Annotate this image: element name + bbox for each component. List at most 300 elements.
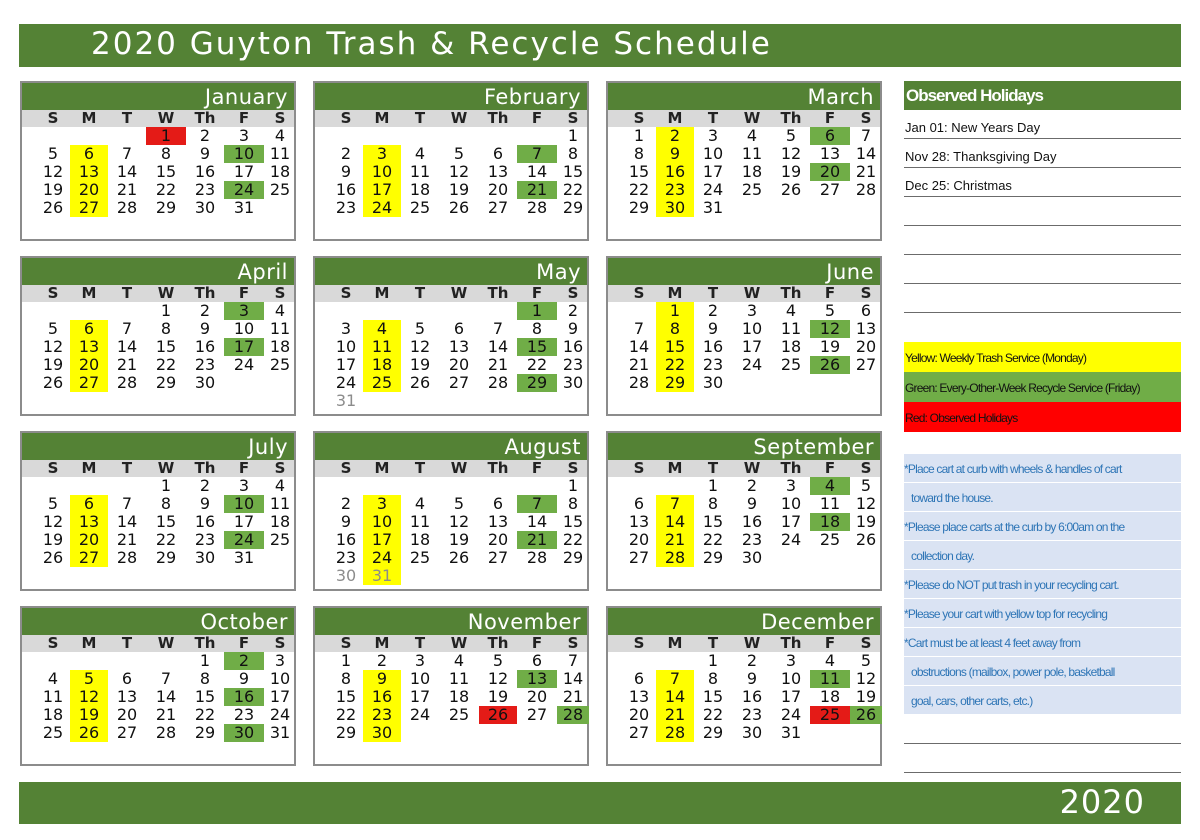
empty-cell	[850, 724, 882, 742]
day-cell: 28	[656, 724, 694, 742]
day-cell: 25	[42, 723, 64, 742]
day-cell: 10	[335, 337, 357, 356]
empty-cell	[557, 567, 589, 585]
weekday-header-row	[22, 285, 294, 302]
day-cell: 30	[702, 373, 724, 392]
day-cell: 2	[199, 301, 211, 320]
day-cell: 8	[160, 319, 172, 338]
day-cell: 6	[70, 145, 108, 163]
day-cell: 22	[628, 180, 650, 199]
day-cell: 2	[340, 144, 352, 163]
day-cell: 14	[562, 669, 584, 688]
week-row	[22, 513, 294, 531]
day-cell: 16	[741, 687, 763, 706]
week-row	[22, 652, 294, 670]
day-cell: 22	[702, 530, 724, 549]
day-cell: 22	[562, 530, 584, 549]
month-july	[20, 431, 296, 591]
weekday-label: W	[450, 109, 468, 127]
weekday-label: Th	[194, 109, 216, 127]
day-cell: 1	[160, 476, 172, 495]
day-cell: 20	[70, 356, 108, 374]
blank-line	[904, 715, 1181, 744]
week-row	[315, 531, 587, 549]
weekday-label: S	[567, 634, 579, 652]
day-cell: 23	[741, 530, 763, 549]
empty-cell	[401, 567, 439, 585]
weekday-label: Th	[487, 459, 509, 477]
day-cell: 11	[42, 687, 64, 706]
day-cell: 14	[155, 687, 177, 706]
weekday-label: Th	[780, 284, 802, 302]
day-cell: 8	[567, 144, 579, 163]
legend-recycle: Green: Every-Other-Week Recycle Service (Friday)	[904, 372, 1181, 402]
week-row	[608, 549, 880, 567]
day-cell: 15	[562, 162, 584, 181]
day-cell: 24	[780, 530, 802, 549]
day-cell: 16	[194, 162, 216, 181]
day-cell: 20	[70, 181, 108, 199]
day-cell: 5	[47, 144, 59, 163]
day-cell: 16	[194, 512, 216, 531]
day-cell: 2	[567, 301, 579, 320]
week-row	[315, 127, 587, 145]
weekday-label: Th	[780, 459, 802, 477]
day-cell: 11	[409, 512, 431, 531]
day-cell: 1	[567, 476, 579, 495]
weekday-label: M	[667, 459, 683, 477]
weekday-label: S	[860, 109, 872, 127]
week-row	[608, 338, 880, 356]
empty-cell	[363, 392, 401, 410]
weekday-label: M	[667, 109, 683, 127]
weekday-header-row	[608, 460, 880, 477]
day-cell: 6	[633, 669, 645, 688]
day-cell: 18	[42, 705, 64, 724]
day-cell: 13	[70, 338, 108, 356]
day-cell: 15	[702, 512, 724, 531]
day-cell: 6	[121, 669, 133, 688]
empty-cell	[401, 127, 439, 145]
weekday-label: S	[567, 109, 579, 127]
weekday-label: S	[567, 284, 579, 302]
empty-cell	[224, 374, 264, 392]
day-cell: 19	[70, 706, 108, 724]
week-row	[608, 320, 880, 338]
empty-cell	[70, 652, 108, 670]
weekday-label: M	[81, 109, 97, 127]
day-cell: 12	[42, 162, 64, 181]
day-cell: 25	[269, 180, 291, 199]
week-row	[608, 356, 880, 374]
day-cell: 29	[562, 198, 584, 217]
empty-cell	[363, 477, 401, 495]
empty-cell	[557, 392, 589, 410]
day-cell: 2	[746, 651, 758, 670]
day-cell: 24	[224, 531, 264, 549]
day-cell: 29	[155, 548, 177, 567]
empty-cell	[108, 652, 146, 670]
day-cell: 18	[269, 337, 291, 356]
day-cell: 2	[746, 476, 758, 495]
weekday-label: S	[340, 634, 352, 652]
day-cell: 23	[562, 355, 584, 374]
week-row	[315, 302, 587, 320]
month-december	[606, 606, 882, 766]
day-cell: 25	[363, 374, 401, 392]
weekday-label: T	[707, 459, 719, 477]
holiday-item: Nov 28: Thanksgiving Day	[904, 139, 1181, 168]
day-cell: 4	[274, 476, 286, 495]
day-cell: 12	[855, 494, 877, 513]
empty-cell	[557, 724, 589, 742]
weekday-label: T	[414, 284, 426, 302]
weekday-label: F	[824, 459, 836, 477]
day-cell: 21	[656, 706, 694, 724]
weekday-label: T	[121, 634, 133, 652]
empty-cell	[70, 477, 108, 495]
weekday-header-row	[608, 635, 880, 652]
day-cell: 16	[224, 688, 264, 706]
day-cell: 24	[780, 705, 802, 724]
day-cell: 4	[414, 494, 426, 513]
note-line: goal, cars, other carts, etc.)	[904, 686, 1181, 715]
day-cell: 4	[274, 301, 286, 320]
weekday-label: T	[121, 284, 133, 302]
weekday-label: W	[157, 634, 175, 652]
day-cell: 26	[780, 180, 802, 199]
day-cell: 12	[42, 337, 64, 356]
month-may	[313, 256, 589, 416]
day-cell: 5	[453, 144, 465, 163]
holiday-item	[904, 197, 1181, 226]
day-cell: 13	[628, 687, 650, 706]
day-cell: 10	[780, 669, 802, 688]
day-cell: 11	[741, 144, 763, 163]
day-cell: 12	[409, 337, 431, 356]
weekday-label: W	[743, 459, 761, 477]
weekday-label: S	[274, 459, 286, 477]
weekday-label: F	[824, 634, 836, 652]
day-cell: 23	[335, 548, 357, 567]
day-cell: 6	[492, 494, 504, 513]
day-cell: 14	[656, 688, 694, 706]
empty-cell	[70, 302, 108, 320]
day-cell: 22	[526, 355, 548, 374]
weekday-label: M	[374, 284, 390, 302]
week-row	[315, 495, 587, 513]
day-cell: 28	[487, 373, 509, 392]
day-cell: 18	[363, 356, 401, 374]
day-cell: 7	[517, 145, 557, 163]
day-cell: 4	[810, 477, 850, 495]
week-row	[608, 163, 880, 181]
weekday-label: S	[47, 459, 59, 477]
day-cell: 28	[557, 706, 589, 724]
weekday-label: Th	[194, 284, 216, 302]
day-cell: 10	[409, 669, 431, 688]
weekday-label: M	[81, 459, 97, 477]
week-row	[608, 531, 880, 549]
week-row	[315, 320, 587, 338]
week-row	[315, 374, 587, 392]
day-cell: 27	[448, 373, 470, 392]
day-cell: 3	[238, 126, 250, 145]
week-row	[315, 724, 587, 742]
day-cell: 15	[562, 512, 584, 531]
day-cell: 26	[448, 198, 470, 217]
day-cell: 9	[238, 669, 250, 688]
weekday-label: F	[531, 459, 543, 477]
empty-cell	[439, 302, 479, 320]
day-cell: 14	[526, 162, 548, 181]
day-cell: 8	[567, 494, 579, 513]
day-cell: 31	[780, 723, 802, 742]
day-cell: 11	[269, 494, 291, 513]
day-cell: 29	[628, 198, 650, 217]
month-june	[606, 256, 882, 416]
weekday-header-row	[315, 635, 587, 652]
day-cell: 22	[155, 530, 177, 549]
day-cell: 9	[656, 145, 694, 163]
day-cell: 27	[628, 548, 650, 567]
day-cell: 10	[741, 319, 763, 338]
week-row	[315, 356, 587, 374]
day-cell: 24	[702, 180, 724, 199]
weekday-label: S	[274, 284, 286, 302]
day-cell: 16	[335, 180, 357, 199]
empty-cell	[439, 724, 479, 742]
day-cell: 26	[42, 373, 64, 392]
weekday-header-row	[315, 285, 587, 302]
day-cell: 26	[850, 706, 882, 724]
day-cell: 12	[780, 144, 802, 163]
empty-cell	[329, 477, 363, 495]
empty-cell	[479, 302, 517, 320]
day-cell: 2	[376, 651, 388, 670]
day-cell: 25	[780, 355, 802, 374]
day-cell: 15	[656, 338, 694, 356]
day-cell: 8	[707, 669, 719, 688]
day-cell: 20	[487, 180, 509, 199]
day-cell: 21	[116, 180, 138, 199]
month-name: October	[22, 608, 294, 635]
day-cell: 27	[526, 705, 548, 724]
day-cell: 17	[224, 338, 264, 356]
day-cell: 23	[702, 355, 724, 374]
day-cell: 16	[562, 337, 584, 356]
week-row	[22, 181, 294, 199]
empty-cell	[517, 567, 557, 585]
day-cell: 15	[517, 338, 557, 356]
day-cell: 13	[819, 144, 841, 163]
weekday-label: F	[238, 459, 250, 477]
day-cell: 4	[453, 651, 465, 670]
day-cell: 14	[116, 512, 138, 531]
day-cell: 22	[656, 356, 694, 374]
day-cell: 15	[702, 687, 724, 706]
day-cell: 7	[121, 494, 133, 513]
empty-cell	[656, 477, 694, 495]
day-cell: 14	[628, 337, 650, 356]
weekday-label: S	[860, 459, 872, 477]
day-cell: 14	[656, 513, 694, 531]
day-cell: 21	[487, 355, 509, 374]
empty-cell	[810, 549, 850, 567]
day-cell: 2	[199, 126, 211, 145]
day-cell: 3	[414, 651, 426, 670]
weekday-label: S	[47, 284, 59, 302]
day-cell: 19	[42, 530, 64, 549]
week-row	[608, 181, 880, 199]
day-cell: 22	[155, 180, 177, 199]
month-name: July	[22, 433, 294, 460]
day-cell: 10	[780, 494, 802, 513]
week-row	[315, 688, 587, 706]
week-row	[22, 199, 294, 217]
weekday-label: F	[531, 284, 543, 302]
weekday-label: T	[121, 459, 133, 477]
legend-holiday: Red: Observed Holidays	[904, 402, 1181, 432]
empty-cell	[479, 392, 517, 410]
day-cell: 5	[453, 494, 465, 513]
weekday-label: Th	[194, 634, 216, 652]
day-cell: 13	[517, 670, 557, 688]
day-cell: 10	[269, 669, 291, 688]
week-row	[315, 392, 587, 410]
week-row	[608, 513, 880, 531]
weekday-label: W	[743, 634, 761, 652]
week-row	[315, 567, 587, 585]
weekday-label: F	[531, 634, 543, 652]
blank-line	[904, 744, 1181, 773]
day-cell: 2	[340, 494, 352, 513]
day-cell: 6	[860, 301, 872, 320]
week-row	[22, 356, 294, 374]
weekday-label: S	[633, 634, 645, 652]
weekday-label: F	[238, 634, 250, 652]
week-row	[608, 688, 880, 706]
empty-cell	[810, 199, 850, 217]
month-february	[313, 81, 589, 241]
day-cell: 3	[707, 126, 719, 145]
empty-cell	[810, 374, 850, 392]
day-cell: 9	[340, 162, 352, 181]
day-cell: 6	[70, 320, 108, 338]
empty-cell	[108, 477, 146, 495]
day-cell: 19	[448, 180, 470, 199]
day-cell: 27	[819, 180, 841, 199]
day-cell: 21	[116, 355, 138, 374]
weekday-label: W	[157, 109, 175, 127]
day-cell: 23	[363, 706, 401, 724]
page-title: 2020 Guyton Trash & Recycle Schedule	[91, 26, 772, 62]
day-cell: 30	[741, 723, 763, 742]
day-cell: 21	[155, 705, 177, 724]
week-row	[608, 495, 880, 513]
day-cell: 18	[448, 687, 470, 706]
day-cell: 6	[633, 494, 645, 513]
day-cell: 11	[819, 494, 841, 513]
day-cell: 20	[487, 530, 509, 549]
day-cell: 1	[146, 127, 186, 145]
day-cell: 20	[448, 355, 470, 374]
week-row	[608, 374, 880, 392]
day-cell: 1	[340, 651, 352, 670]
day-cell: 22	[702, 705, 724, 724]
weekday-header-row	[608, 110, 880, 127]
day-cell: 28	[656, 549, 694, 567]
day-cell: 8	[656, 320, 694, 338]
day-cell: 6	[492, 144, 504, 163]
weekday-header-row	[22, 635, 294, 652]
day-cell: 5	[860, 651, 872, 670]
week-row	[22, 549, 294, 567]
day-cell: 10	[233, 319, 255, 338]
day-cell: 8	[160, 144, 172, 163]
weekday-label: Th	[487, 634, 509, 652]
day-cell: 4	[363, 320, 401, 338]
weekday-label: W	[743, 109, 761, 127]
empty-cell	[401, 724, 439, 742]
day-cell: 2	[656, 127, 694, 145]
week-row	[22, 127, 294, 145]
month-name: November	[315, 608, 587, 635]
weekday-label: Th	[487, 284, 509, 302]
day-cell: 18	[409, 180, 431, 199]
day-cell: 4	[274, 126, 286, 145]
day-cell: 1	[656, 302, 694, 320]
day-cell: 24	[363, 199, 401, 217]
holidays-list	[904, 110, 1181, 313]
day-cell: 25	[269, 355, 291, 374]
weekday-label: F	[824, 284, 836, 302]
day-cell: 26	[409, 373, 431, 392]
empty-cell	[850, 199, 882, 217]
weekday-label: W	[157, 459, 175, 477]
day-cell: 17	[702, 162, 724, 181]
day-cell: 6	[70, 495, 108, 513]
day-cell: 17	[233, 512, 255, 531]
day-cell: 11	[269, 144, 291, 163]
weekday-label: S	[274, 109, 286, 127]
weekday-label: T	[414, 459, 426, 477]
weekday-label: T	[707, 284, 719, 302]
day-cell: 16	[363, 688, 401, 706]
day-cell: 2	[707, 301, 719, 320]
day-cell: 28	[116, 548, 138, 567]
day-cell: 16	[741, 512, 763, 531]
note-line: toward the house.	[904, 483, 1181, 512]
holidays-header: Observed Holidays	[904, 81, 1181, 110]
weekday-label: W	[450, 284, 468, 302]
week-row	[315, 513, 587, 531]
month-april	[20, 256, 296, 416]
weekday-label: S	[860, 284, 872, 302]
day-cell: 5	[47, 494, 59, 513]
empty-cell	[517, 392, 557, 410]
month-name: May	[315, 258, 587, 285]
day-cell: 11	[363, 338, 401, 356]
week-row	[22, 477, 294, 495]
day-cell: 17	[409, 687, 431, 706]
day-cell: 31	[702, 198, 724, 217]
day-cell: 23	[233, 705, 255, 724]
day-cell: 27	[70, 374, 108, 392]
day-cell: 24	[224, 181, 264, 199]
day-cell: 19	[819, 337, 841, 356]
day-cell: 17	[741, 337, 763, 356]
